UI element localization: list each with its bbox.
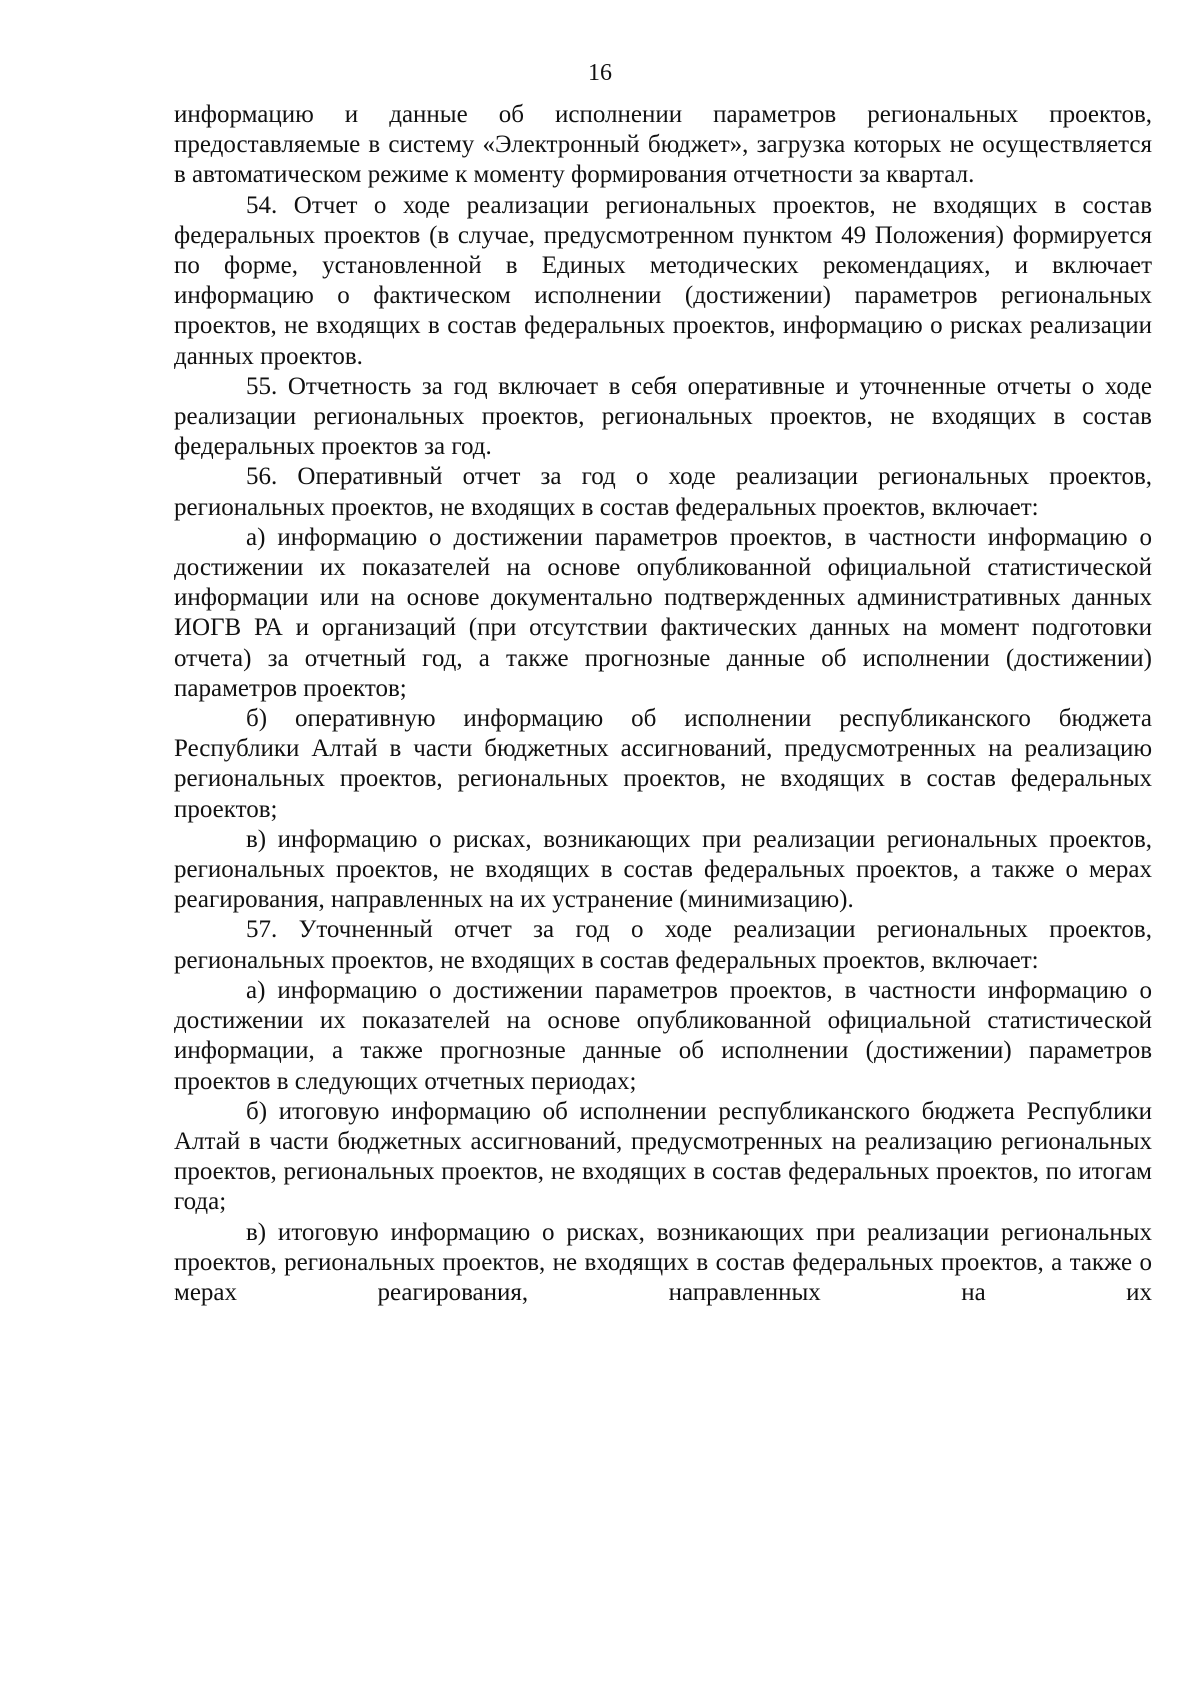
- paragraph-item-55: 55. Отчетность за год включает в себя оперативные и уточненные отчеты о ходе реализации региональных проектов, региональных проектов, не входящих в состав федеральных проектов за год.: [174, 372, 1152, 461]
- paragraph-continuation: информацию и данные об исполнении параметров региональных проектов, предоставляемые в систему «Электронный бюджет», загрузка которых не осуществляется в автоматическом режиме к моменту формирования отчетности за квартал.: [174, 101, 1152, 189]
- paragraph-item-57: 57. Уточненный отчет за год о ходе реализации региональных проектов, региональных проектов, не входящих в состав федеральных проектов, включает:: [174, 916, 1152, 974]
- paragraph-item-54: 54. Отчет о ходе реализации региональных проектов, не входящих в состав федеральных проектов (в случае, предусмотренном пунктом 49 Положения) формируется по форме, установленной в Единых методических рекомендациях, и включает информацию о фактическом исполнении (достижении) параметров региональных проектов, не входящих в состав федеральных проектов, информацию о рисках реализации данных проектов.: [174, 191, 1152, 370]
- page-number: 16: [588, 60, 612, 86]
- document-body: [174, 100, 1152, 1308]
- paragraph-item-56-v: в) информацию о рисках, возникающих при реализации региональных проектов, региональных проектов, не входящих в состав федеральных проектов, а также о мерах реагирования, направленных на их устранение (минимизацию).: [174, 825, 1152, 914]
- paragraph-item-56-b: б) оперативную информацию об исполнении республиканского бюджета Республики Алтай в части бюджетных ассигнований, предусмотренных на реализацию региональных проектов, региональных проектов, не входящих в состав федеральных проектов;: [174, 705, 1152, 823]
- paragraph-item-57-a: а) информацию о достижении параметров проектов, в частности информацию о достижении их показателей на основе опубликованной официальной статистической информации, а также прогнозные данные об исполнении (достижении) параметров проектов в следующих отчетных периодах;: [174, 976, 1152, 1095]
- paragraph-item-56-a: а) информацию о достижении параметров проектов, в частности информацию о достижении их показателей на основе опубликованной официальной статистической информации или на основе документально подтвержденных административных данных ИОГВ РА и организаций (при отсутствии фактических данных на момент подготовки отчета) за отчетный год, а также прогнозные данные об исполнении (достижении) параметров проектов;: [174, 523, 1152, 702]
- paragraph-item-57-b: б) итоговую информацию об исполнении республиканского бюджета Республики Алтай в части бюджетных ассигнований, предусмотренных на реализацию региональных проектов, региональных проектов, не входящих в состав федеральных проектов, по итогам года;: [174, 1097, 1152, 1216]
- paragraph-item-56: 56. Оперативный отчет за год о ходе реализации региональных проектов, региональных проектов, не входящих в состав федеральных проектов, включает:: [174, 463, 1152, 521]
- paragraph-item-57-v: в) итоговую информацию о рисках, возникающих при реализации региональных проектов, региональных проектов, не входящих в состав федеральных проектов, а также о мерах реагирования, направленных на их: [174, 1218, 1152, 1306]
